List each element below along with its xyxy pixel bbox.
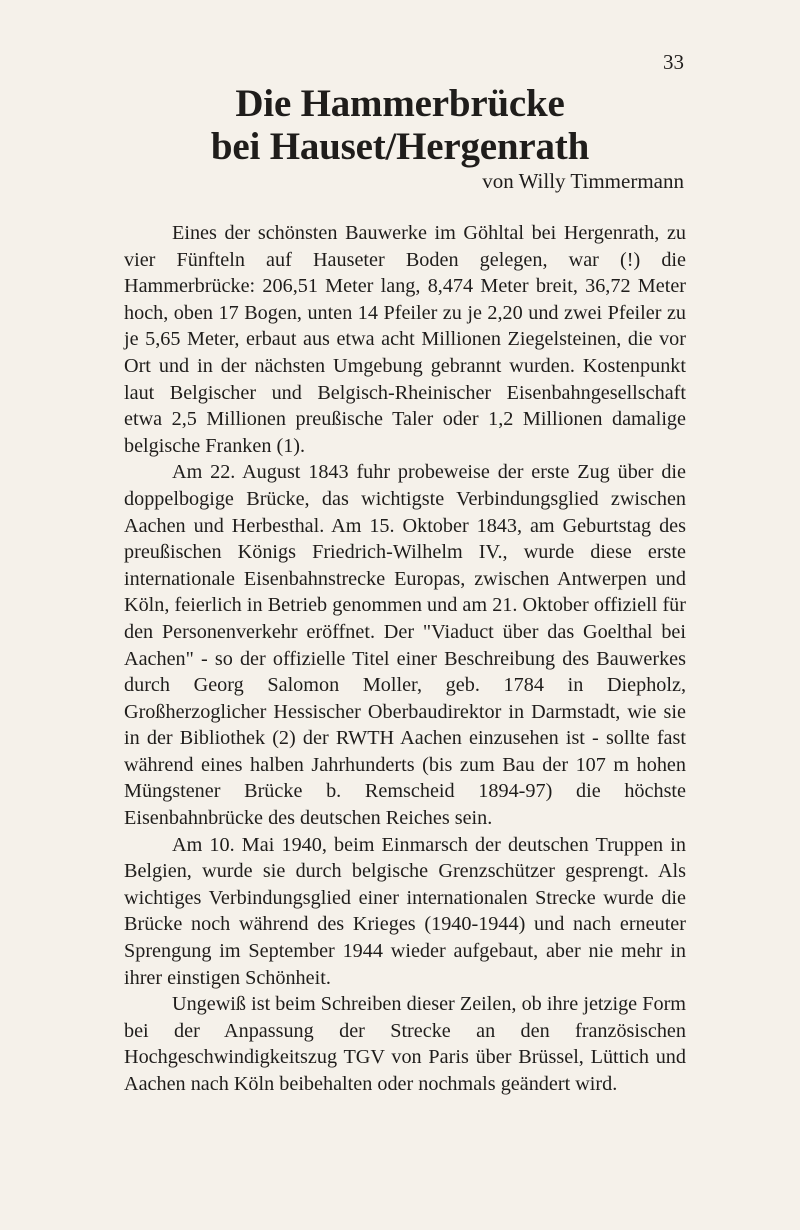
page-number: 33 — [663, 50, 684, 74]
title-line-1: Die Hammerbrücke — [235, 82, 565, 125]
article-body — [124, 220, 686, 1098]
article-paragraph: Eines der schönsten Bauwerke im Göhltal bei Hergenrath, zu vier Fünfteln auf Hauseter Boden gelegen, war (!) die Hammerbrücke: 206,51 Meter lang, 8,474 Meter breit, 36,72 Meter hoch, oben 17 Bogen, unten 14 Pfeiler zu je 2,20 und zwei Pfeiler zu je 5,65 Meter, erbaut aus etwa acht Millionen Ziegelsteinen, die vor Ort und in der nächsten Umgebung gebrannt wurden. Kostenpunkt laut Belgischer und Belgisch-Rheinischer Eisenbahngesellschaft etwa 2,5 Millionen preußische Taler oder 1,2 Millionen damalige belgische Franken (1). — [124, 222, 686, 457]
title-line-2: bei Hauset/Hergenrath — [210, 125, 590, 168]
article-paragraph: Am 10. Mai 1940, beim Einmarsch der deutschen Truppen in Belgien, wurde sie durch belgische Grenzschützer gesprengt. Als wichtiges Verbindungsglied einer internationalen Strecke wurde die Brücke noch während des Krieges (1940-1944) und nach erneuter Sprengung im September 1944 wieder aufgebaut, aber nie mehr in ihrer einstigen Schönheit. — [124, 833, 686, 989]
article-title — [130, 82, 670, 168]
article-paragraph: Am 22. August 1843 fuhr probeweise der erste Zug über die doppelbogige Brücke, das wichtigste Verbindungsglied zwischen Aachen und Herbesthal. Am 15. Oktober 1843, am Geburtstag des preußischen Königs Friedrich-Wilhelm IV., wurde diese erste internationale Eisenbahnstrecke Europas, zwischen Antwerpen und Köln, feierlich in Betrieb genommen und am 21. Oktober offiziell für den Personenverkehr eröffnet. Der "Viaduct über das Goelthal bei Aachen" - so der offizielle Titel einer Beschreibung des Bauwerkes durch Georg Salomon Moller, geb. 1784 in Diepholz, Großherzoglicher Hessischer Oberbaudirektor in Darmstadt, wie sie in der Bibliothek (2) der RWTH Aachen einzusehen ist - sollte fast während eines halben Jahrhunderts (bis zum Bau der 107 m hohen Müngstener Brücke b. Remscheid 1894-97) die höchste Eisenbahnbrücke des deutschen Reiches sein. — [124, 461, 686, 830]
article-paragraph: Ungewiß ist beim Schreiben dieser Zeilen, ob ihre jetzige Form bei der Anpassung der Strecke an den französischen Hochgeschwindigkeitszug TGV von Paris über Brüssel, Lüttich und Aachen nach Köln beibehalten oder nochmals geändert wird. — [124, 993, 686, 1095]
author-byline: von Willy Timmermann — [482, 169, 684, 193]
